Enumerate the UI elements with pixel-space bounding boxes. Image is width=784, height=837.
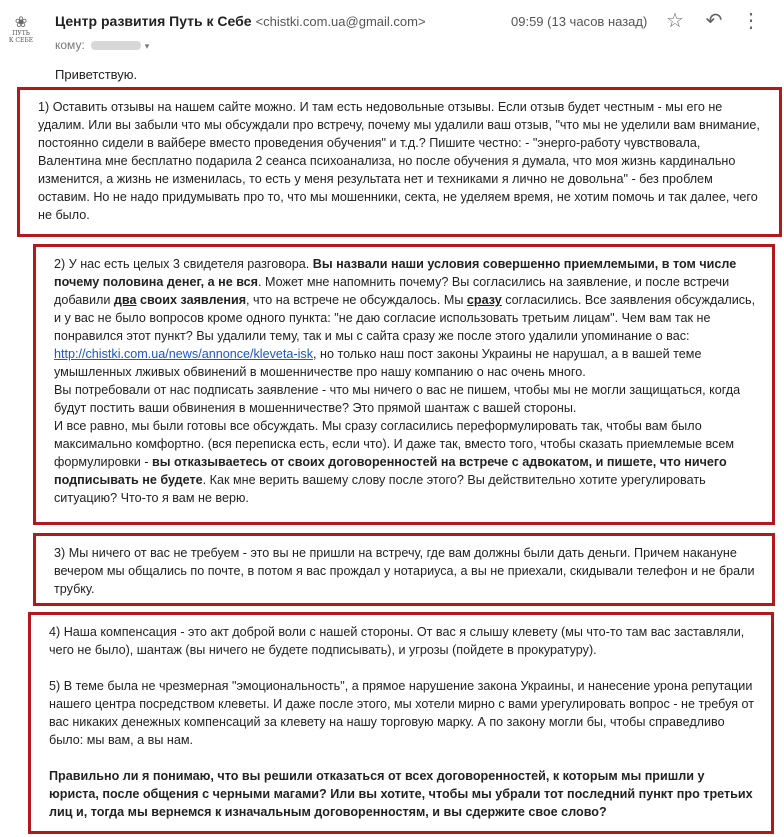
kleveta-link[interactable]: http://chistki.com.ua/news/annonce/kleveta-isk xyxy=(54,347,313,361)
paragraph-6 xyxy=(49,767,757,821)
lotus-logo-icon: ❀ xyxy=(14,13,28,31)
p2-underline-1: два xyxy=(113,293,137,307)
reply-icon[interactable]: ↶ xyxy=(705,10,723,32)
avatar-logo-text: ПУТЬ К СЕБЕ xyxy=(8,30,34,44)
paragraph-1: 1) Оставить отзывы на нашем сайте можно. И там есть недовольные отзывы. Если отзыв будет честным - мы его не удалим. Или вы забыли что мы обсуждали про встречу, почему мы удалили ваш отзыв, "что мы не уделили вам внимание, постоянно сидели в вайбере вместо проведения обучения" и т.д.? Пишите честно: - "энерго-работу чувствовала, Валентина мне бесплатно подарила 2 сеанса психоанализа, но после обучения я думала, что моя жизнь кардинально изменится, а жизнь не изменилась, то есть у меня результата нет и техниками я лично не довольна" - без проблем оставим. Но не надо придумывать про то, что мы мошенники, секта, не уделяем время, не хотим помочь и так далее, чего не было. xyxy=(38,100,760,222)
recipient-prefix: кому: xyxy=(55,38,85,52)
sender-name[interactable] xyxy=(55,13,426,29)
more-vertical-icon[interactable]: ⋮ xyxy=(741,10,761,32)
highlight-box-3 xyxy=(33,533,775,606)
paragraph-6-bold: Правильно ли я понимаю, что вы решили отказаться от всех договоренностей, к которым мы пришли у юриста, после общения с черными магами? Или вы хотите, чтобы мы убрали тот последний пункт про третьих лиц и, тогда мы вернемся к изначальным договоренностям, и вы сдержите свое слово? xyxy=(49,769,753,819)
star-icon[interactable]: ☆ xyxy=(666,10,684,32)
paragraph-2-line-2: Вы потребовали от нас подписать заявление - что мы ничего о вас не пишем, чтобы мы не могли защищаться, когда будут постить ваши обвинения в мошенничестве? Это прямой шантаж с вашей стороны. xyxy=(54,383,741,415)
p2-text-3: , что на встрече не обсуждалось. Мы xyxy=(246,293,467,307)
p2-bold-2: своих заявления xyxy=(136,293,247,307)
p2-bold-1: Вы назвали наши условия совершенно приемлемыми, в том числе почему половина денег, а не вся xyxy=(54,257,737,289)
highlight-box-4 xyxy=(28,612,774,834)
sender-email: <chistki.com.ua@gmail.com> xyxy=(255,14,426,29)
p2-text-5: , но только наш пост законы Украины не нарушал, а в вашей теме умышленных лживых обвинений в мошенничестве про нашу компанию о нас очень много. xyxy=(54,347,702,379)
paragraph-5: 5) В теме была не чрезмерная "эмоциональность", а прямое нарушение закона Украины, и нанесение урона репутации нашего центра посредством клеветы. И даже после этого, мы хотели мирно с вами урегулировать вопрос - не требуя от вас никаких денежных компенсаций за клевету на нашу торговую марку. А по закону могли бы, чтобы справедливо было: мы вам, а вы нам. xyxy=(49,679,755,747)
chevron-down-icon[interactable]: ▾ xyxy=(144,41,150,51)
p2-text-7: . Как мне верить вашему слову после этого? Вы действительно хотите урегулировать ситуацию? Что-то я вам не верю. xyxy=(54,473,706,505)
paragraph-4: 4) Наша компенсация - это акт доброй воли с нашей стороны. От вас я слышу клевету (мы что-то там вас заставляли, чего не было), шантаж (вы ничего не будете подписывать), и угрозы (пойдете в прокуратуру). xyxy=(49,625,745,657)
sender-avatar[interactable] xyxy=(6,14,36,48)
highlight-box-1 xyxy=(17,87,782,237)
p2-bold-3: вы отказываетесь от своих договоренностей на встрече с адвокатом, и пишете, что ничего подписывать не будете xyxy=(54,455,727,487)
greeting: Приветствую. xyxy=(55,67,138,82)
p2-text-1: 2) У нас есть целых 3 свидетеля разговора. xyxy=(54,257,313,271)
sender-name-text: Центр развития Путь к Себе xyxy=(55,13,252,29)
message-timestamp: 09:59 (13 часов назад) xyxy=(511,14,648,29)
recipient-name-blurred xyxy=(91,41,141,50)
email-header xyxy=(0,0,784,60)
p2-underline-2: сразу xyxy=(466,293,502,307)
paragraph-3: 3) Мы ничего от вас не требуем - это вы не пришли на встречу, где вам должны были дать деньги. Причем накануне вечером мы общались по почте, в потом я вас прождал у нотариуса, а вы не приехали, скидывали телефон и не брали трубку. xyxy=(54,546,755,596)
recipient-line[interactable] xyxy=(55,38,149,52)
p2-text-2: . Может мне напомнить почему? Вы согласились на заявление, и после встречи добавили xyxy=(54,275,730,307)
p2-text-4: согласились. Все заявления обсуждались, и у вас не было вопросов кроме одного пункта: "не даю согласие использовать третьим лицам". Чем вам так не понравился этот пункт? Вы удалили тему, так и мы с сайта сразу же после этого удалили упоминание о вас: xyxy=(54,293,756,343)
highlight-box-2 xyxy=(33,244,775,525)
paragraph-2-line-3 xyxy=(54,417,758,507)
paragraph-2 xyxy=(54,255,758,381)
p2-text-6: И все равно, мы были готовы все обсуждать. Мы сразу согласились переформулировать так, чтобы вам было максимально комфортно. (вся переписка есть, если что). И даже так, вместо того, чтобы сказать приемлемые всем формулировки - xyxy=(54,419,735,469)
